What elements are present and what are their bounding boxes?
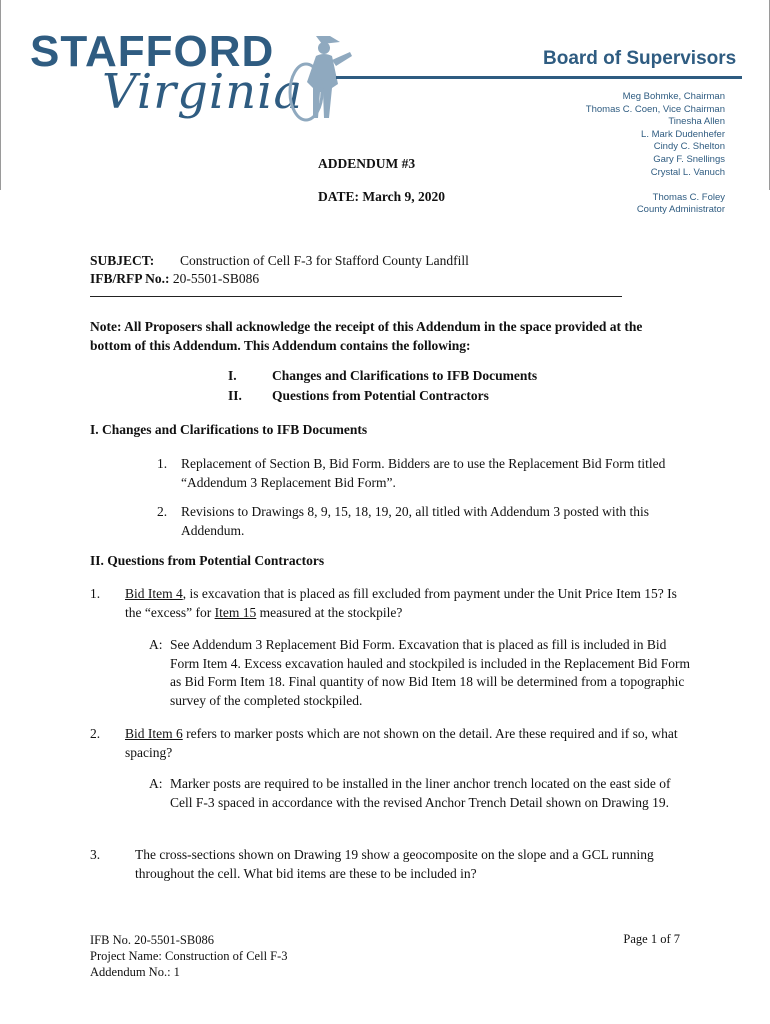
toc-label: Questions from Potential Contractors: [272, 388, 489, 403]
question-number: 3.: [90, 847, 101, 862]
answer-label: A:: [149, 637, 163, 652]
supervisor-name: Crystal L. Vanuch: [650, 166, 725, 178]
question-text: Bid Item 6 refers to marker posts which are not shown on the detail. Are these required and if so, what spacing?: [125, 726, 678, 760]
supervisor-name: Gary F. Snellings: [653, 153, 725, 165]
answer-text: See Addendum 3 Replacement Bid Form. Excavation that is placed as fill is included in Bid Form Item 4. Excess excavation hauled and stockpiled is included in the Replacement Bid Form as Bid Form Item 18. Final quantity of now Bid Item 18 will be determined from a topographic survey of the completed stockpiled.: [170, 637, 691, 708]
question-text: The cross-sections shown on Drawing 19 show a geocomposite on the slope and a GCL running throughout the cell. What bid items are these to be included in?: [135, 847, 654, 881]
item-text: Replacement of Section B, Bid Form. Bidders are to use the Replacement Bid Form titled “Addendum 3 Replacement Bid Form”.: [181, 456, 666, 490]
supervisor-name: Cindy C. Shelton: [653, 141, 725, 153]
page-number: Page 1 of 7: [623, 932, 680, 946]
addendum-title: ADDENDUM #3: [318, 156, 416, 171]
answer-text: Marker posts are required to be installed in the liner anchor trench located on the east side of Cell F-3 spaced in accordance with the revised Anchor Trench Detail shown on Drawing 19.: [170, 776, 671, 810]
board-title: Board of Supervisors: [543, 48, 737, 69]
item-number: 2.: [157, 504, 168, 519]
administrator-title: County Administrator: [636, 204, 725, 216]
page-footer: [90, 932, 288, 980]
addendum-date: DATE: March 9, 2020: [318, 189, 445, 204]
footer-project: Project Name: Construction of Cell F-3: [90, 949, 288, 963]
section-1-heading: I. Changes and Clarifications to IFB Documents: [90, 422, 368, 437]
footer-ifb: IFB No. 20-5501-SB086: [90, 933, 214, 947]
subject-block: [90, 252, 469, 288]
separator-rule: [90, 296, 622, 297]
acknowledgement-note: Note: All Proposers shall acknowledge the receipt of this Addendum in the space provided at the bottom of this Addendum. This Addendum contains the following:: [90, 319, 643, 353]
toc-label: Changes and Clarifications to IFB Documents: [272, 368, 538, 383]
section-2-heading: II. Questions from Potential Contractors: [90, 553, 325, 568]
ifb-value: 20-5501-SB086: [172, 271, 260, 286]
toc-number: II.: [228, 388, 242, 403]
footer-addendum: Addendum No.: 1: [90, 965, 180, 979]
supervisor-name: Meg Bohmke, Chairman: [622, 91, 725, 102]
administrator-name: Thomas C. Foley: [652, 191, 725, 203]
logo-stafford-text: STAFFORD: [30, 27, 275, 76]
supervisor-name: Tinesha Allen: [668, 116, 725, 128]
question-number: 1.: [90, 586, 101, 601]
supervisor-name: L. Mark Dudenhefer: [641, 128, 725, 140]
colonial-figure-icon: [280, 34, 360, 130]
bid-item-reference: Bid Item 4: [125, 586, 183, 601]
question-number: 2.: [90, 726, 101, 741]
subject-value: Construction of Cell F-3 for Stafford County Landfill: [180, 253, 469, 268]
contents-list: [228, 366, 537, 406]
item-reference: Item 15: [214, 604, 257, 620]
item-number: 1.: [157, 456, 168, 471]
stafford-virginia-logo: [30, 27, 340, 130]
question-text: Bid Item 4, is excavation that is placed as fill excluded from payment under the Unit Price Item 15? Is the “excess” for Item 15 measured at the stockpile?: [125, 586, 677, 620]
left-page-edge: [0, 0, 1, 190]
toc-number: I.: [228, 368, 237, 383]
supervisor-name: Thomas C. Coen, Vice Chairman: [585, 103, 725, 115]
bid-item-reference: Bid Item 6: [125, 726, 183, 741]
item-text: Revisions to Drawings 8, 9, 15, 18, 19, 20, all titled with Addendum 3 posted with this Addendum.: [181, 504, 649, 538]
answer-label: A:: [149, 776, 163, 791]
header-rule: [336, 76, 742, 79]
subject-label: SUBJECT:: [90, 253, 155, 268]
ifb-label: IFB/RFP No.:: [90, 271, 170, 286]
supervisors-list: [586, 91, 725, 217]
logo-virginia-text: Virginia: [102, 64, 304, 120]
